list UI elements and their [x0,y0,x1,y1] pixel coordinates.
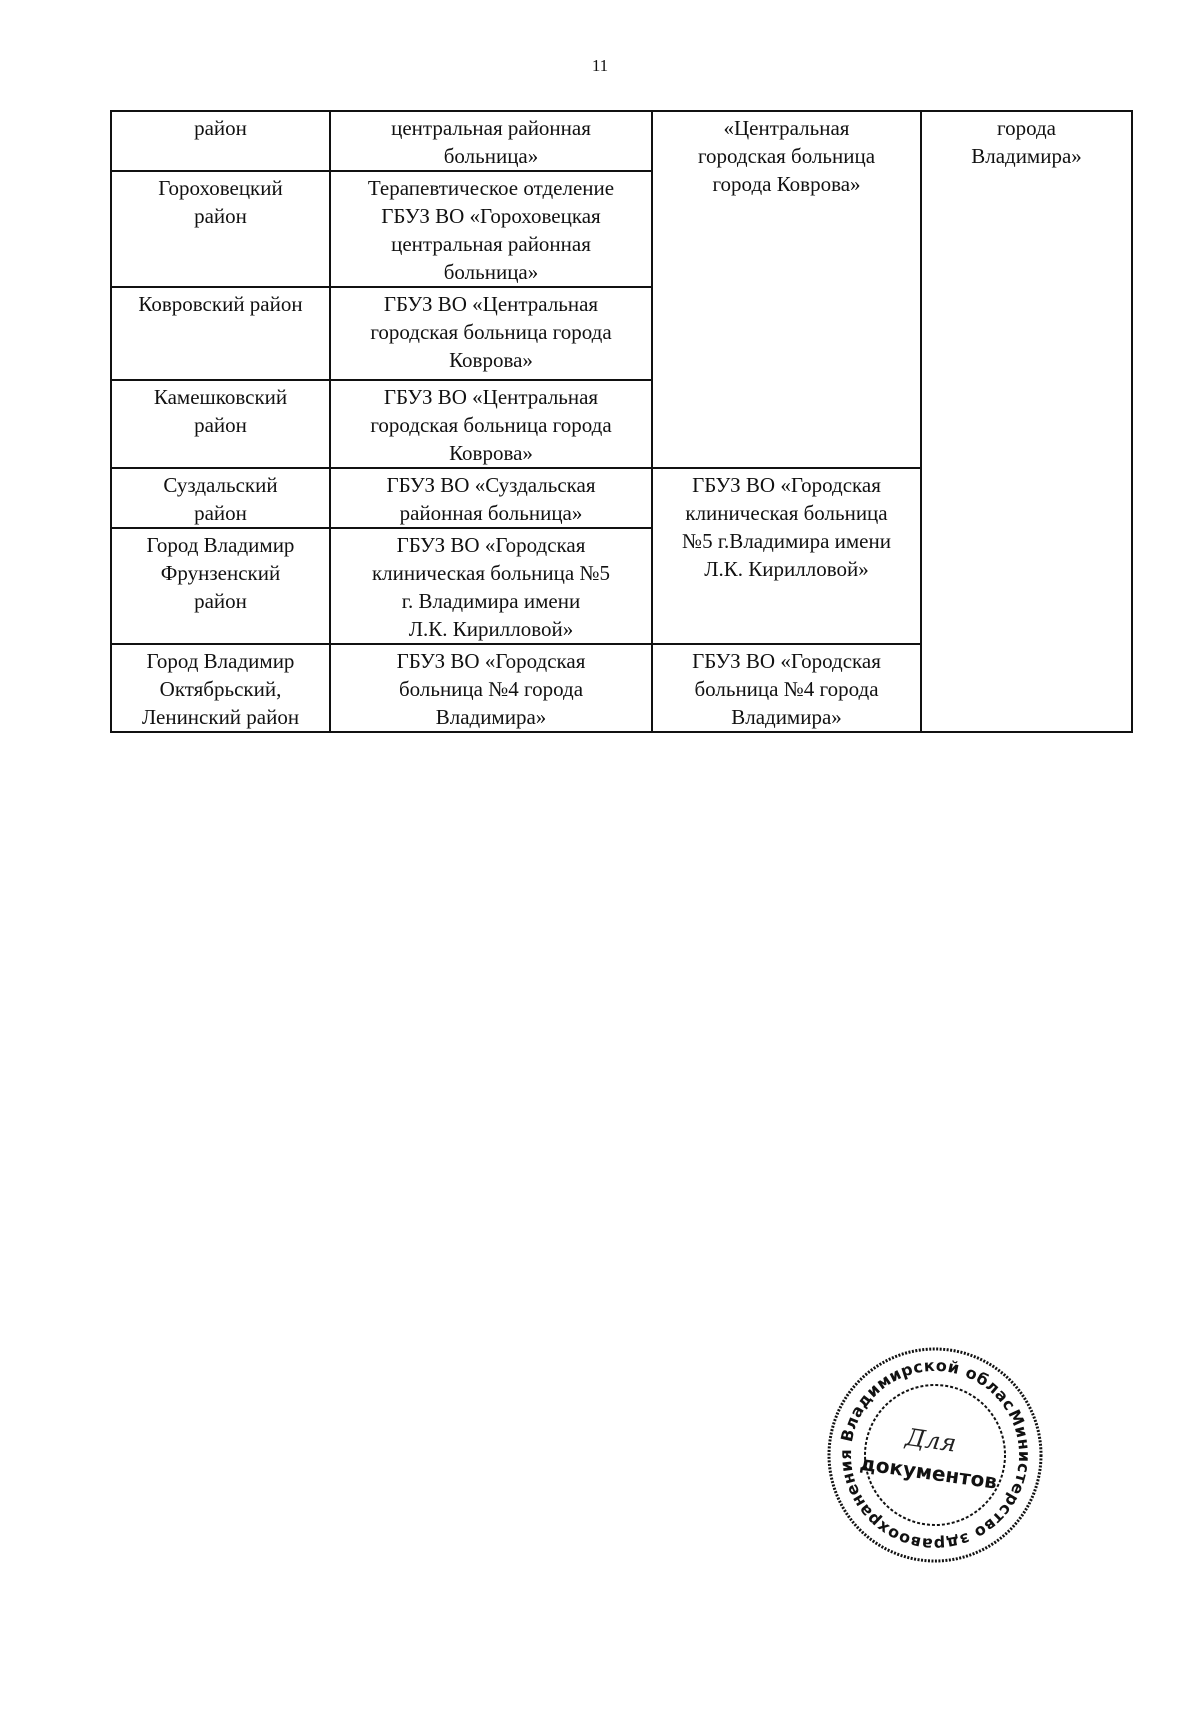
referral-hospital-cell: ГБУЗ ВО «Городская клиническая больница №5 г.Владимира имени Л.К. Кирилловой» [652,468,921,644]
stamp-ring-text: Министерство здравоохранения Владимирской области [835,1355,1035,1555]
district-cell: Ковровский район [111,287,330,380]
hospital-cell: Терапевтическое отделение ГБУЗ ВО «Гороховецкая центральная районная больница» [330,171,652,287]
referral-hospital-cell: ГБУЗ ВО «Городская больница №4 города Владимира» [652,644,921,732]
hospital-cell: центральная районная больница» [330,111,652,171]
official-stamp [825,1345,1045,1565]
stamp-center-line-2: документов [858,1450,999,1494]
district-cell: Город Владимир Октябрьский, Ленинский район [111,644,330,732]
hospital-cell: ГБУЗ ВО «Городская клиническая больница №5 г. Владимира имени Л.К. Кирилловой» [330,528,652,644]
district-cell: Город Владимир Фрунзенский район [111,528,330,644]
hospital-cell: ГБУЗ ВО «Суздальская районная больница» [330,468,652,528]
district-cell: Камешковский район [111,380,330,468]
stamp-center-line-1: Для [903,1422,959,1458]
district-cell: Гороховецкий район [111,171,330,287]
svg-text:Министерство здравоохранения В [825,1345,1045,1565]
page-number: 11 [591,56,609,75]
district-cell: Суздальский район [111,468,330,528]
district-cell: район [111,111,330,171]
hospital-cell: ГБУЗ ВО «Центральная городская больница города Коврова» [330,380,652,468]
hospital-cell: ГБУЗ ВО «Городская больница №4 города Владимира» [330,644,652,732]
hospital-routing-table [110,110,1133,733]
table-row [111,111,1132,171]
final-referral-cell: города Владимира» [921,111,1132,732]
hospital-cell: ГБУЗ ВО «Центральная городская больница города Коврова» [330,287,652,380]
referral-hospital-cell: «Центральная городская больница города Коврова» [652,111,921,468]
